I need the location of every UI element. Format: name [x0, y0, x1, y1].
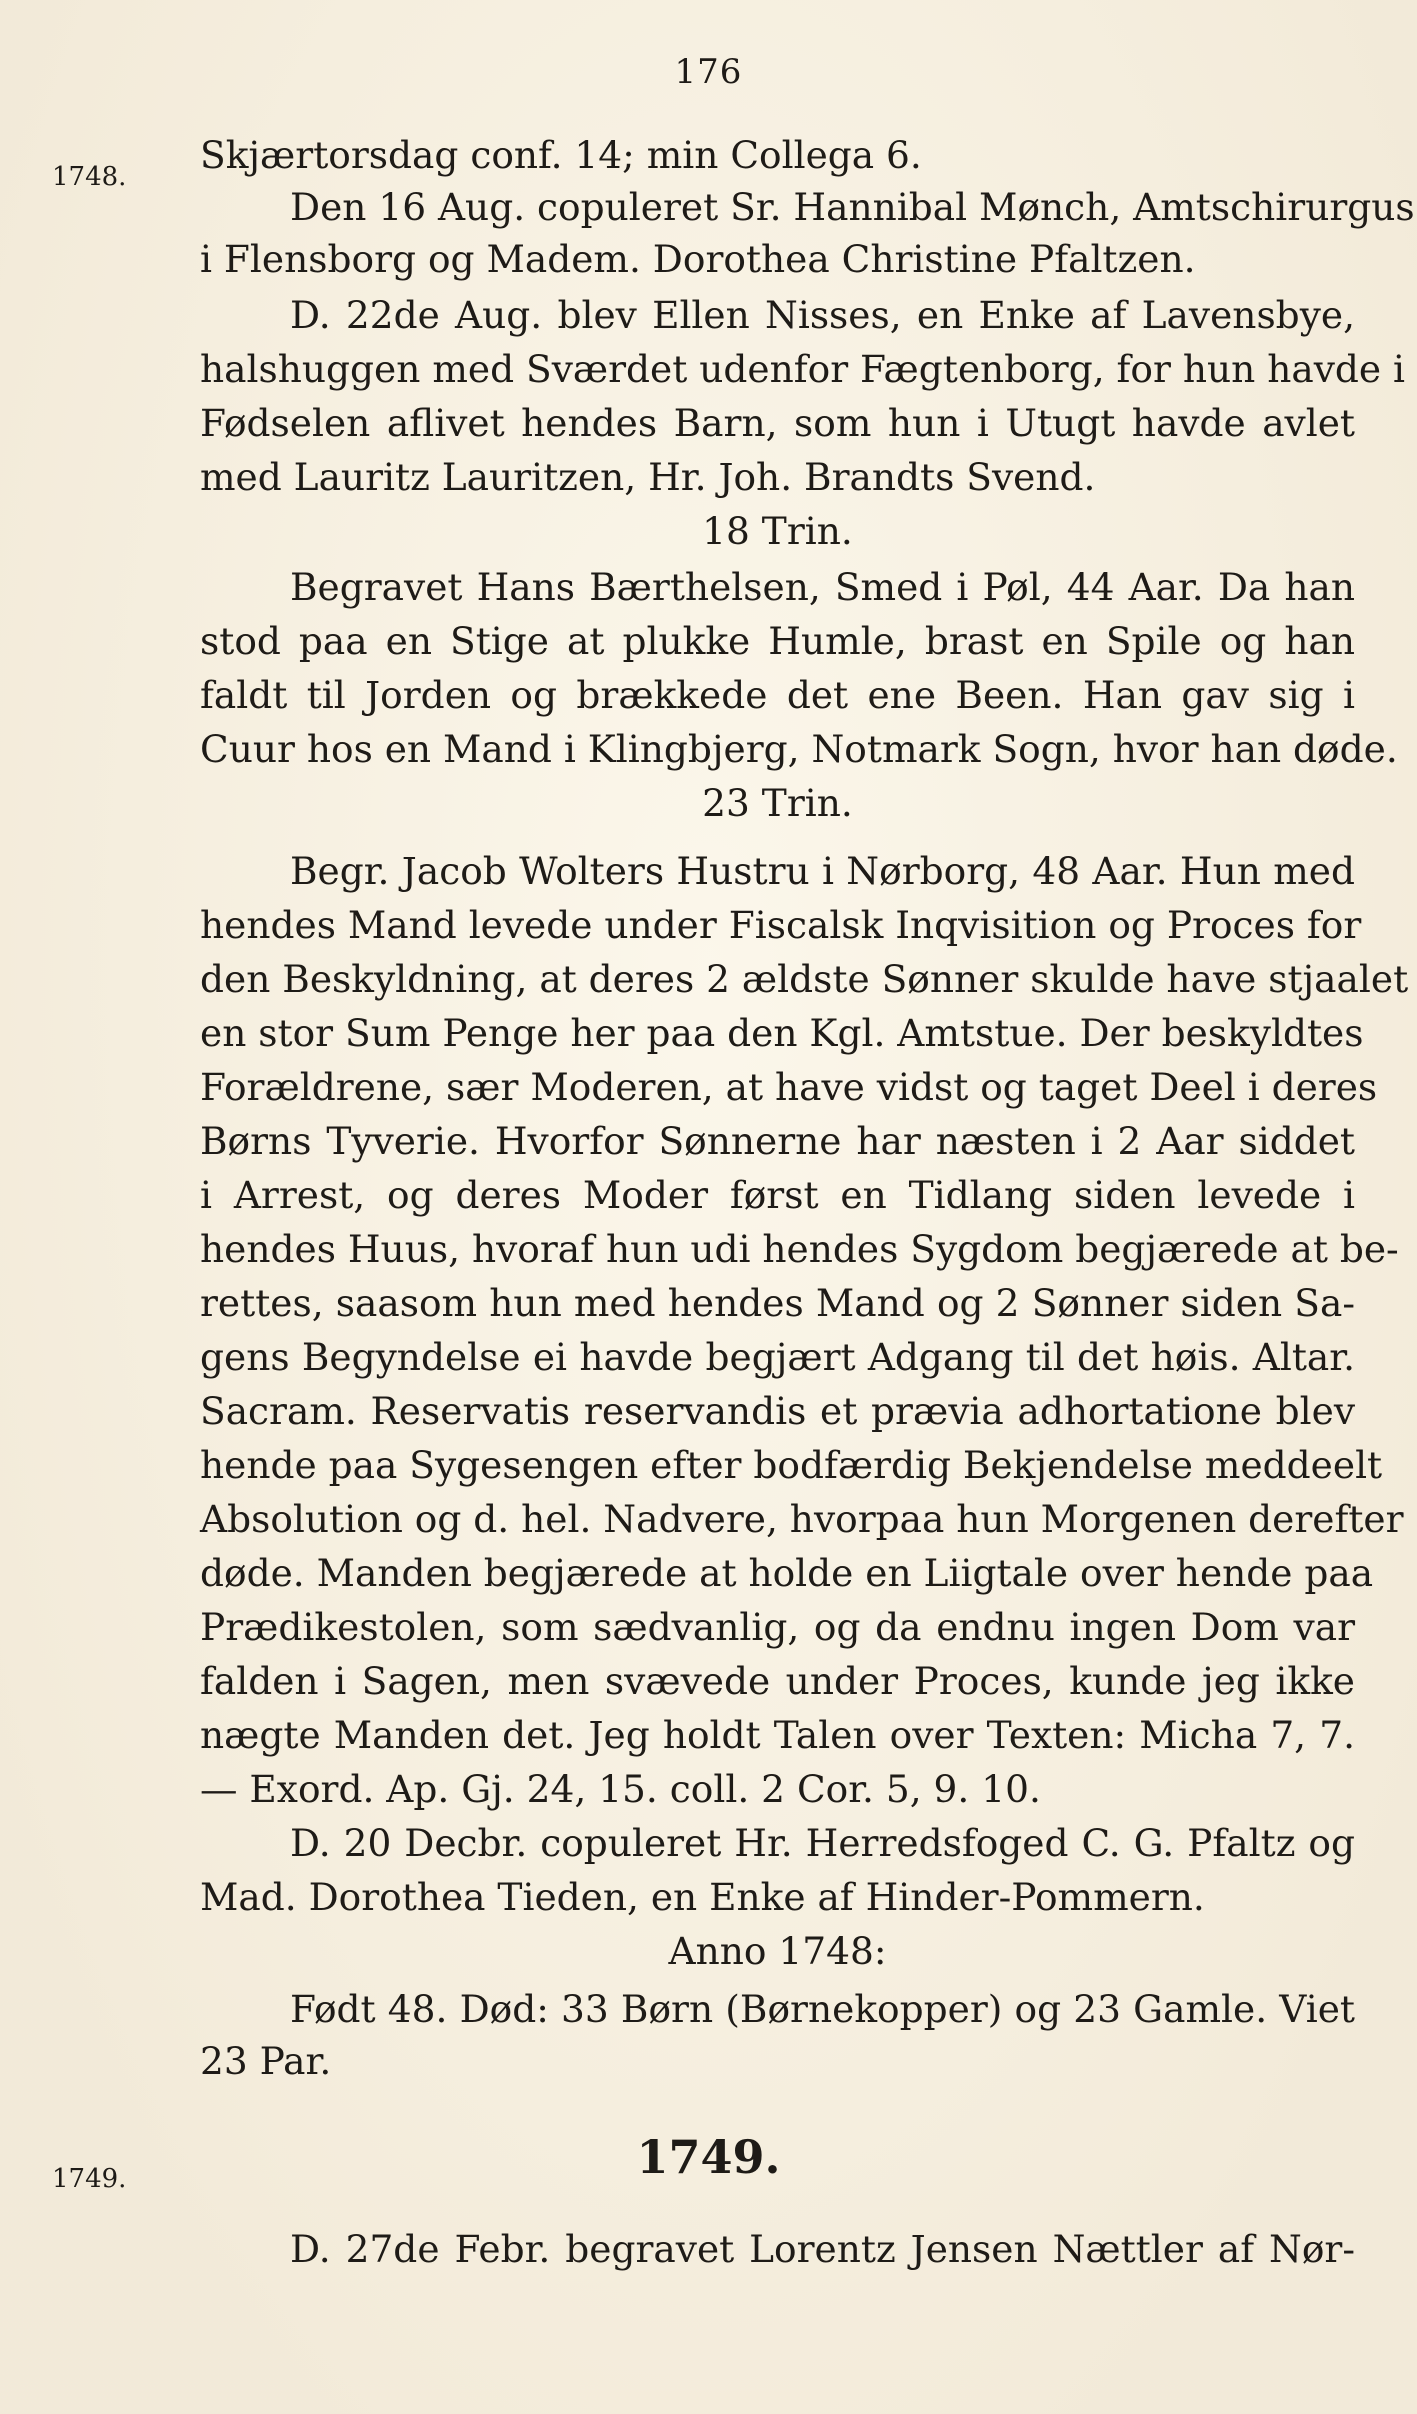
text-line: halshuggen med Sværdet udenfor Fægtenborg, for hun havde i	[200, 347, 1406, 391]
text-line: hendes Huus, hvoraf hun udi hendes Sygdom begjærede at be-	[200, 1227, 1399, 1271]
text-line: med Lauritz Lauritzen, Hr. Joh. Brandts Svend.	[200, 455, 1096, 499]
margin-year-1749: 1749.	[52, 2164, 127, 2194]
text-line: Cuur hos en Mand i Klingbjerg, Notmark Sogn, hvor han døde.	[200, 727, 1398, 771]
text-line: D. 20 Decbr. copuleret Hr. Herredsfoged C. G. Pfaltz og	[290, 1821, 1355, 1865]
text-line: rettes, saasom hun med hendes Mand og 2 Sønner siden Sa-	[200, 1281, 1355, 1325]
text-line: Født 48. Død: 33 Børn (Børnekopper) og 23 Gamle. Viet	[290, 1987, 1355, 2031]
text-line: Absolution og d. hel. Nadvere, hvorpaa hun Morgenen derefter	[200, 1497, 1404, 1541]
text-line: gens Begyndelse ei havde begjært Adgang til det høis. Altar.	[200, 1335, 1355, 1379]
margin-year-1748: 1748.	[52, 162, 127, 192]
text-line: Anno 1748:	[668, 1929, 887, 1973]
text-line: 23 Par.	[200, 2039, 332, 2083]
text-line: Prædikestolen, som sædvanlig, og da endnu ingen Dom var	[200, 1605, 1355, 1649]
text-line: falden i Sagen, men svævede under Proces, kunde jeg ikke	[200, 1659, 1355, 1703]
text-line: i Flensborg og Madem. Dorothea Christine Pfaltzen.	[200, 237, 1196, 281]
text-line: i Arrest, og deres Moder først en Tidlang siden levede i	[200, 1173, 1355, 1217]
section-heading-1749: 1749.	[636, 2130, 781, 2184]
text-line: hende paa Sygesengen efter bodfærdig Bekjendelse meddeelt	[200, 1443, 1383, 1487]
text-line: Skjærtorsdag conf. 14; min Collega 6.	[200, 133, 922, 177]
text-line: Sacram. Reservatis reservandis et prævia adhortatione blev	[200, 1389, 1355, 1433]
text-line: den Beskyldning, at deres 2 ældste Sønner skulde have stjaalet	[200, 957, 1409, 1001]
text-line: 18 Trin.	[702, 509, 853, 553]
text-line: Børns Tyverie. Hvorfor Sønnerne har næsten i 2 Aar siddet	[200, 1119, 1355, 1163]
text-line: nægte Manden det. Jeg holdt Talen over Texten: Micha 7, 7.	[200, 1713, 1355, 1757]
text-line: stod paa en Stige at plukke Humle, brast en Spile og han	[200, 619, 1355, 663]
page-number: 176	[674, 52, 743, 92]
text-line: en stor Sum Penge her paa den Kgl. Amtstue. Der beskyldtes	[200, 1011, 1364, 1055]
text-line: døde. Manden begjærede at holde en Liigtale over hende paa	[200, 1551, 1374, 1595]
text-line: — Exord. Ap. Gj. 24, 15. coll. 2 Cor. 5, 9. 10.	[200, 1767, 1041, 1811]
text-line: D. 22de Aug. blev Ellen Nisses, en Enke af Lavensbye,	[290, 293, 1355, 337]
text-line: 23 Trin.	[702, 781, 853, 825]
text-line: faldt til Jorden og brækkede det ene Been. Han gav sig i	[200, 673, 1355, 717]
text-line: Begr. Jacob Wolters Hustru i Nørborg, 48 Aar. Hun med	[290, 849, 1355, 893]
text-line: Mad. Dorothea Tieden, en Enke af Hinder-Pommern.	[200, 1875, 1205, 1919]
text-line: Begravet Hans Bærthelsen, Smed i Pøl, 44 Aar. Da han	[290, 565, 1355, 609]
text-line: Forældrene, sær Moderen, at have vidst og taget Deel i deres	[200, 1065, 1378, 1109]
text-line: Den 16 Aug. copuleret Sr. Hannibal Mønch, Amtschirurgus	[290, 185, 1415, 229]
text-line: Fødselen aflivet hendes Barn, som hun i Utugt havde avlet	[200, 401, 1355, 445]
text-line: hendes Mand levede under Fiscalsk Inqvisition og Proces for	[200, 903, 1362, 947]
text-line: D. 27de Febr. begravet Lorentz Jensen Nættler af Nør-	[290, 2227, 1355, 2271]
